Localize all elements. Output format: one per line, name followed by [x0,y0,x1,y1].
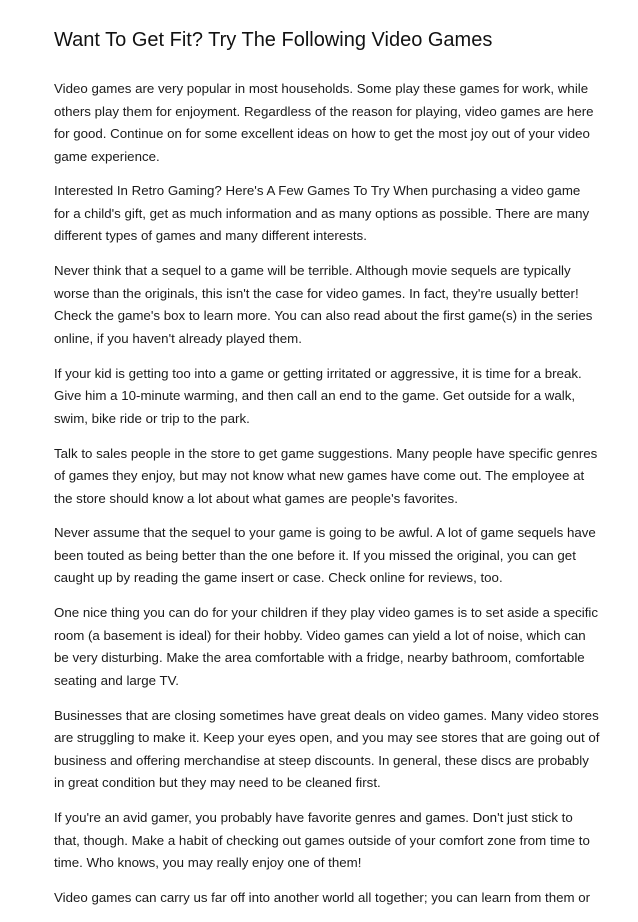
text-line: If your kid is getting too into a game or getting irritated or aggressive, it is time for a break. [54,365,582,381]
paragraph-avid-gamer [54,807,589,875]
text-line: Video games are very popular in most households. Some play these games for work, while [54,81,589,96]
text-line: Video games can carry us far off into another world all together; you can learn from them or [54,890,591,906]
text-line: time. Who knows, you may really enjoy one of them! [54,855,362,871]
text-line: others play them for enjoyment. Regardless of the reason for playing, video games are here [54,103,594,119]
text-line: are struggling to make it. Keep your eyes open, and you may see stores that are going out of [54,730,600,746]
paragraph-break [54,363,589,431]
text-line: business and offering merchandise at steep discounts. In general, these discs are probably [54,752,589,768]
text-line: Talk to sales people in the store to get game suggestions. Many people have specific genres [54,445,598,461]
text-line: swim, bike ride or trip to the park. [54,410,250,426]
paragraph-retro-gaming [54,180,589,248]
text-line: Check the game's box to learn more. You can also read about the first game(s) in the series [54,308,593,324]
text-line: worse than the originals, this isn't the case for video games. In fact, they're usually better! [54,285,579,301]
text-line: caught up by reading the game insert or case. Check online for reviews, too. [54,570,503,586]
text-line: for a child's gift, get as much information and as many options as possible. There are many [54,205,590,221]
text-line: room (a basement is ideal) for their hobby. Video games can yield a lot of noise, which can [54,627,586,643]
document-page [54,26,600,922]
text-line: Never think that a sequel to a game will be terrible. Although movie sequels are typically [54,263,571,279]
text-line: Give him a 10-minute warming, and then call an end to the game. Get outside for a walk, [54,388,576,404]
text-line: be very disturbing. Make the area comfortable with a fridge, nearby bathroom, comfortable [54,650,585,666]
text-line: Businesses that are closing sometimes have great deals on video games. Many video stores [54,707,599,723]
text-line: of games they enjoy, but may not know what new games have come out. The employee at [54,468,585,484]
paragraph-game-room [54,602,598,692]
text-line: been touted as being better than the one before it. If you missed the original, you can get [54,547,576,563]
paragraph-sequel-assume [54,522,596,590]
text-line: the store should know a lot about what games are people's favorites. [54,490,458,506]
text-line: online, if you haven't already played them. [54,330,302,346]
paragraph-sales-people [54,443,598,511]
paragraph-sequels [54,260,593,350]
text-line: One nice thing you can do for your children if they play video games is to set aside a specific [54,605,598,621]
text-line: If you're an avid gamer, you probably have favorite genres and games. Don't just stick to [54,810,573,826]
paragraph-another-world [54,887,589,910]
text-line: different types of games and many different interests. [54,228,367,244]
text-line: seating and large TV. [54,672,179,688]
text-line: Interested In Retro Gaming? Here's A Few Games To Try When purchasing a video game [54,183,581,199]
text-line: that, though. Make a habit of checking out games outside of your comfort zone from time to [54,832,590,848]
paragraph-closing-businesses [54,705,600,795]
paragraph-intro [54,78,594,168]
text-line: for good. Continue on for some excellent ideas on how to get the most joy out of your video [54,126,590,141]
document-title: Want To Get Fit? Try The Following Video Games [54,29,493,51]
text-line: in great condition but they may need to be cleaned first. [54,775,381,791]
text-line: game experience. [54,148,160,164]
text-line: Never assume that the sequel to your game is going to be awful. A lot of game sequels have [54,525,596,541]
